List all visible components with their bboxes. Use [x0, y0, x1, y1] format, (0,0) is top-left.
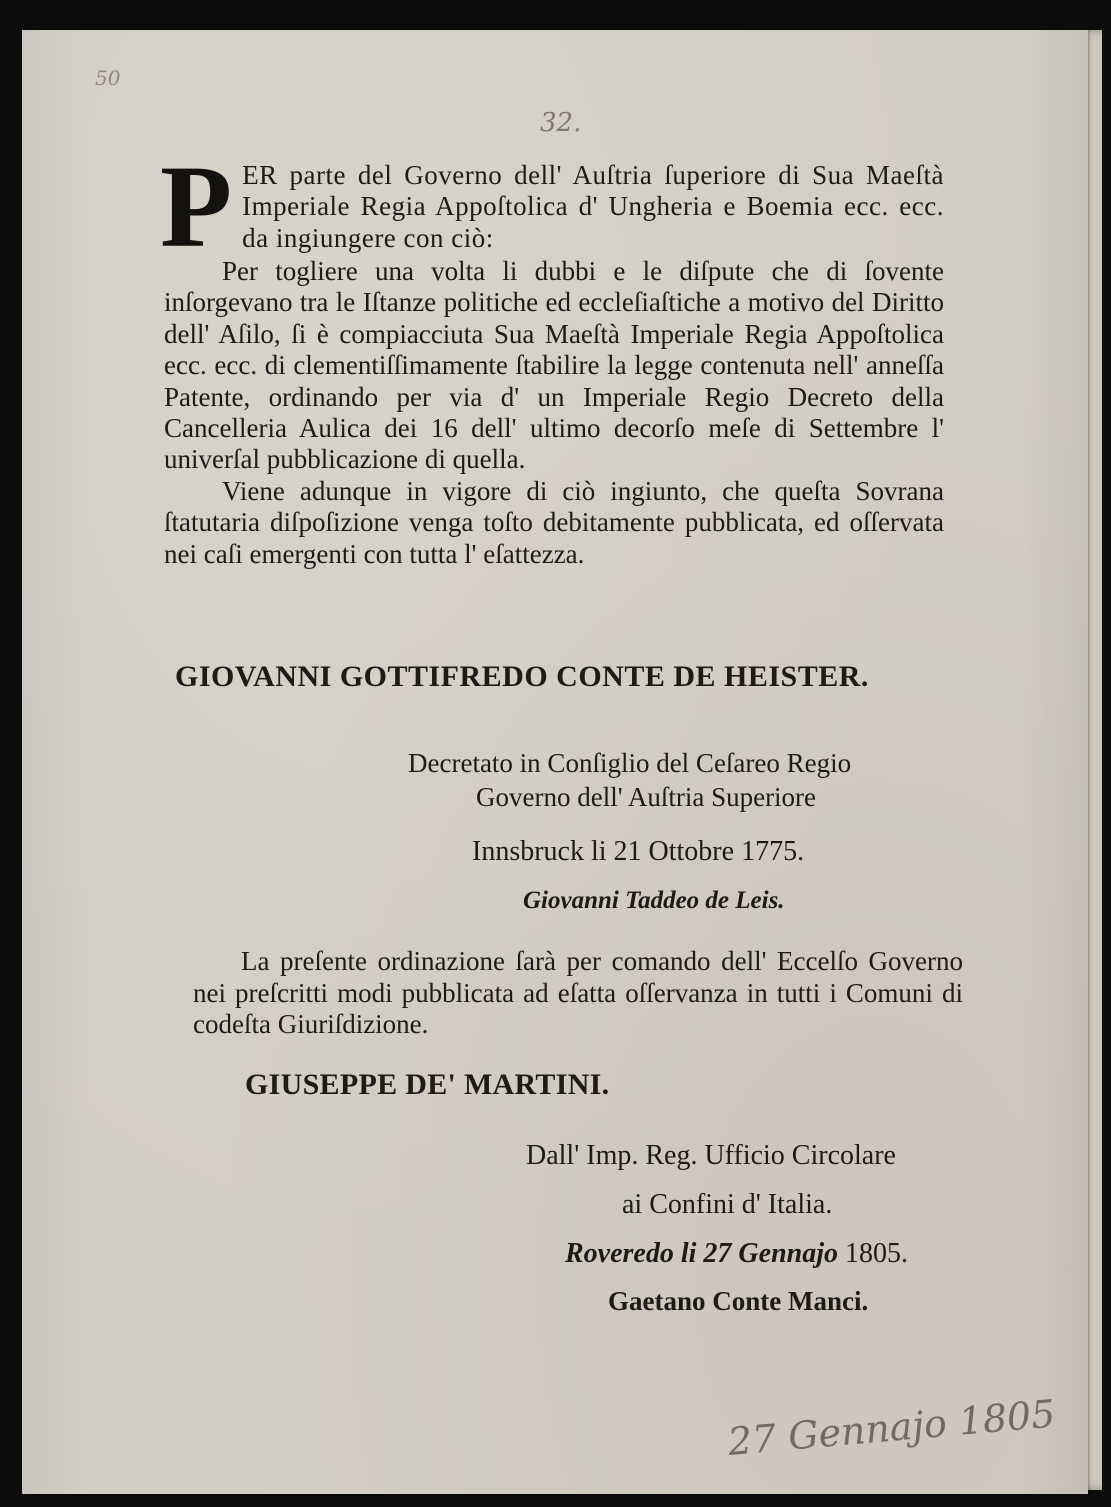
decree-attribution — [408, 746, 851, 814]
decree-line-1: Decretato in Conſiglio del Ceſareo Regio — [408, 748, 852, 778]
signature-official: GIUSEPPE DE' MARTINI. — [245, 1068, 610, 1101]
decree-place-date: Innsbruck li 21 Ottobre 1775. — [472, 836, 805, 867]
body-paragraph-enforcement: Viene adunque in vigore di ciò ingiunto, che queſta Sovrana ſtatutaria diſpoſizione venga toſto debitamente pubblicata, ed oſſervata nei caſi emergenti con tutta l' eſattezza. — [164, 475, 944, 569]
office-date — [565, 1238, 908, 1270]
office-date-place: Roveredo li 27 Gennajo — [565, 1238, 838, 1269]
ordinance-paragraph: La preſente ordinazione ſarà per comando dell' Eccelſo Governo nei preſcritti modi pubblicata ad eſatta oſſervanza in tutti i Comuni di codeſta Giuriſdizione. — [193, 946, 963, 1039]
opening-text: ER parte del Governo dell' Auſtria ſuperiore di Sua Maeſtà Imperiale Regia Appoſtolica d' Ungheria e Boemia ecc. ecc. da ingiungere con ciò: — [242, 160, 944, 253]
body-paragraph-asylum: Per togliere una volta li dubbi e le diſpute che di ſovente inſorgevano tra le Iſtanze politiche ed eccleſiaſtiche a motivo del Diritto dell' Aſilo, ſi è compiacciuta Sua Maeſtà Imperiale Regia Appoſtolica ecc. ecc. di clementiſſimamente ſtabilire la legge contenuta nell' anneſſa Patente, ordinando per via d' un Imperiale Regio Decreto della Cancelleria Aulica dei 16 dell' ultimo decorſo meſe di Settembre l' univerſal pubblicazione di quella. — [164, 256, 944, 475]
opening-paragraph — [160, 141, 944, 272]
signature-signatory: Gaetano Conte Manci. — [608, 1286, 869, 1316]
office-line-1: Dall' Imp. Reg. Ufficio Circolare — [526, 1140, 896, 1171]
drop-cap: P — [160, 141, 233, 272]
decree-line-2: Governo dell' Auſtria Superiore — [476, 782, 817, 812]
folio-mark: 32. — [540, 108, 582, 138]
signature-governor: GIOVANNI GOTTIFREDO CONTE DE HEISTER. — [175, 660, 869, 693]
page-number: 50 — [95, 66, 121, 90]
office-line-2: ai Confini d' Italia. — [622, 1189, 833, 1220]
ordinance-block — [193, 946, 963, 1041]
proclamation-body — [160, 141, 944, 570]
decree-secretary: Giovanni Taddeo de Leis. — [523, 887, 785, 914]
handwritten-date-annotation: 27 Gennajo 1805 — [726, 1391, 1057, 1464]
office-date-year: 1805. — [845, 1238, 908, 1269]
